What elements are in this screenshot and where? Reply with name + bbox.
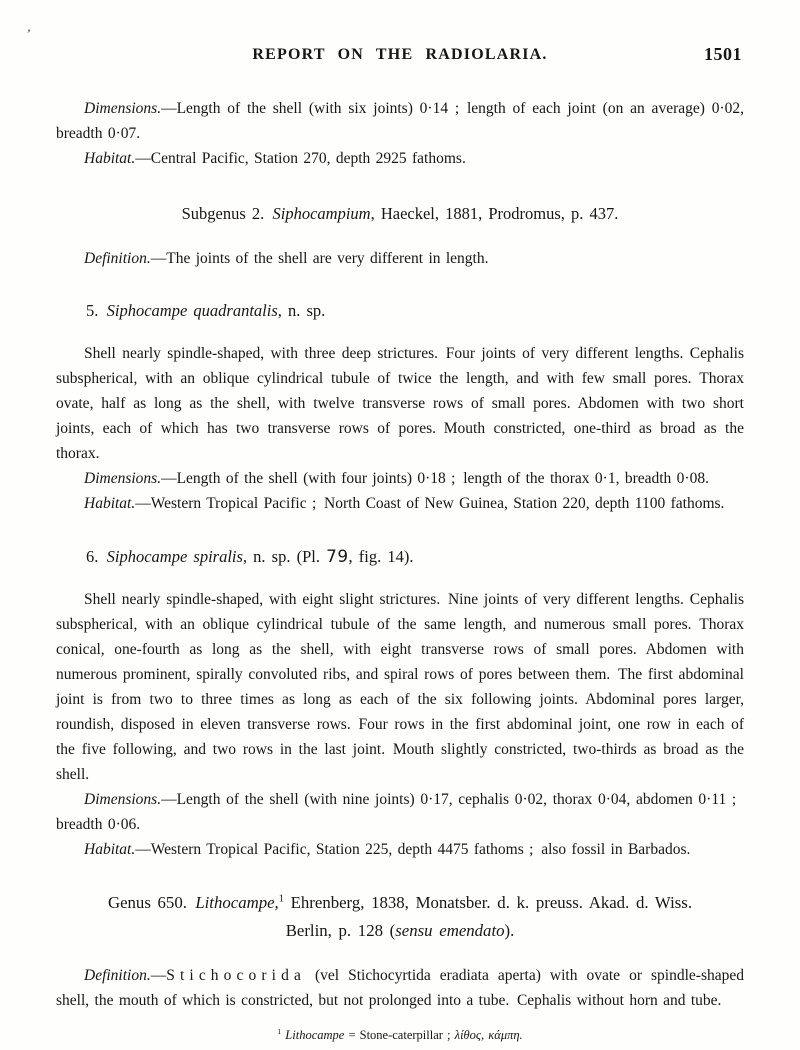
scan-speck-artifact: ’ [24, 25, 32, 42]
dimensions-label: Dimensions. [84, 791, 162, 808]
page-number: 1501 [704, 44, 742, 64]
species-6-dimensions-paragraph [56, 787, 744, 837]
definition-label: Definition. [84, 250, 151, 267]
subgenus-heading [56, 201, 744, 226]
habitat-label: Habitat. [84, 495, 136, 512]
dimensions-label: Dimensions. [84, 470, 162, 487]
species-suffix: , n. sp. [277, 301, 326, 320]
page-header [56, 46, 744, 68]
definition-dash: — [150, 967, 167, 984]
species-5-habitat-paragraph [56, 491, 744, 516]
subgenus-definition-paragraph [56, 246, 744, 271]
habitat-text: —Western Tropical Pacific, Station 225, depth 4475 fathoms ; also fossil in Barbados. [135, 841, 691, 858]
order-name-spaced: Stichocorida [166, 967, 306, 984]
plate-number: 79 [326, 546, 349, 566]
species-number: 5. [86, 301, 107, 320]
species-name: Siphocampe quadrantalis [106, 301, 278, 320]
genus-citation-line1: Ehrenberg, 1838, Monatsber. d. k. preuss. Akad. d. Wiss. [283, 893, 693, 912]
figure-reference: , fig. 14). [348, 547, 414, 566]
species-6-description-paragraph: Shell nearly spindle-shaped, with eight slight strictures. Nine joints of very different lengths. Cephalis subspherical, with an oblique cylindrical tubule of the same length, and numerous small pores. Thorax conical, one-fourth as long as the shell, with eight transverse rows of small pores. Abdomen with numerous prominent, spirally convoluted ribs, and spiral rows of pores between them. The first abdominal joint is from two to three times as long as each of the six following joints. Abdominal pores larger, roundish, disposed in eleven transverse rows. Four rows in the first abdominal joint, one row in each of the five following, and two rows in the last joint. Mouth slightly constricted, two-thirds as broad as the shell. [56, 591, 744, 783]
genus-citation-line2: Berlin, p. 128 ( [285, 921, 396, 940]
definition-text: —The joints of the shell are very different in length. [150, 250, 489, 267]
footnote-number: 1 [277, 1026, 282, 1036]
species-name: Siphocampe spiralis [106, 547, 243, 566]
definition-text: (vel Stichocyrtida eradiata aperta) with ovate or spindle-shaped shell, the mouth of which is constricted, but not prolonged into a tube. Cephalis without horn and tube. [56, 967, 744, 1009]
genus-heading [56, 889, 744, 945]
footnote-translation: = Stone-caterpillar ; [344, 1028, 455, 1042]
habitat-label: Habitat. [84, 150, 136, 167]
prev-species-dimensions-paragraph [56, 96, 744, 146]
species-6-habitat-paragraph [56, 837, 744, 862]
habitat-label: Habitat. [84, 841, 136, 858]
species-5-description-paragraph: Shell nearly spindle-shaped, with three deep strictures. Four joints of very different lengths. Cephalis subspherical, with an oblique cylindrical tubule of twice the length, and with few small pores. Thorax ovate, half as long as the shell, with twelve transverse rows of small pores. Abdomen with two short joints, each of which has two transverse rows of pores. Mouth constricted, one-third as broad as the thorax. [56, 345, 744, 462]
subgenus-prefix: Subgenus 2. [181, 204, 273, 223]
subgenus-citation: , Haeckel, 1881, Prodromus, p. 437. [370, 204, 619, 223]
dimensions-text: —Length of the shell (with nine joints) 0·17, cephalis 0·02, thorax 0·04, abdomen 0·11 ; breadth 0·06. [56, 791, 744, 833]
dimensions-text: —Length of the shell (with four joints) 0·18 ; length of the thorax 0·1, breadth 0·08. [161, 470, 709, 487]
habitat-text: —Western Tropical Pacific ; North Coast of New Guinea, Station 220, depth 1100 fathoms. [135, 495, 725, 512]
species-number: 6. [86, 547, 107, 566]
dimensions-label: Dimensions. [84, 100, 162, 117]
definition-label: Definition. [84, 967, 151, 984]
genus-name: Lithocampe, [195, 893, 279, 912]
footnote-greek-etymology: λίθος, κάμπη. [454, 1028, 523, 1042]
genus-definition-paragraph [56, 963, 744, 1013]
sensu-emendato: sensu emendato [395, 921, 505, 940]
footnote-genus-name: Lithocampe [285, 1028, 345, 1042]
running-title: REPORT ON THE RADIOLARIA. [252, 46, 548, 63]
species-6-heading [56, 544, 744, 569]
footnote [56, 1026, 744, 1044]
genus-citation-line2-end: ). [504, 921, 515, 940]
species-5-heading [56, 298, 744, 323]
species-suffix: , n. sp. (Pl. [242, 547, 327, 566]
dimensions-text: —Length of the shell (with six joints) 0·14 ; length of each joint (on an average) 0·02, breadth 0·07. [56, 100, 744, 142]
subgenus-name: Siphocampium [272, 204, 371, 223]
footnote-reference-mark: 1 [278, 893, 284, 905]
species-5-dimensions-paragraph [56, 466, 744, 491]
genus-prefix: Genus 650. [107, 893, 196, 912]
prev-species-habitat-paragraph [56, 146, 744, 171]
habitat-text: —Central Pacific, Station 270, depth 2925 fathoms. [135, 150, 466, 167]
